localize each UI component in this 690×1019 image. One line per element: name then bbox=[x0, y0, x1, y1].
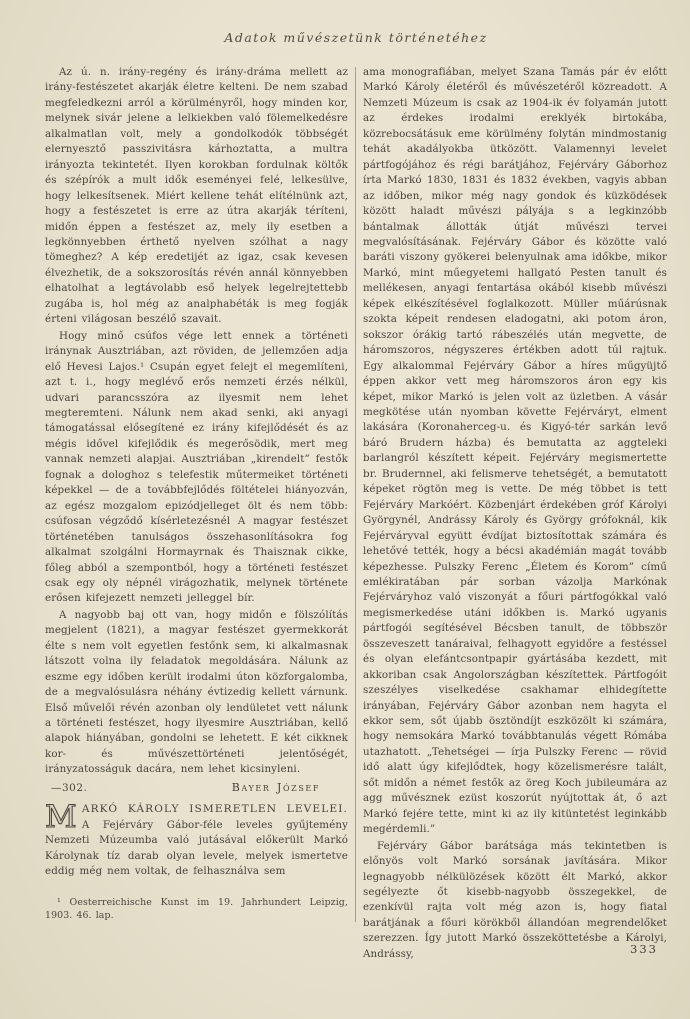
paragraph-left-3: A nagyobb baj ott van, hogy midőn e fölszólítás megjelent (1821), a magyar festészet gyermekkorát élte s nem volt egyetlen festőnk sem, ki alkalmasnak látszott volna ily feladatok megoldására. Nálunk az eszme egy időben került irodalmi úton közforgalomba, de a megvalósulásra néhány évtizedig kellett várnunk. Első művelői révén azonban oly lendületet vett nálunk a történeti festészet, hogy ilyesmire Ausztriában, kellő alapok hiányában, gondolni se lehetett. E két cikknek kor- és művészettörténeti jelentőségét, irányzatosságuk dacára, nem lehet kicsinyleni. bbox=[45, 608, 348, 776]
paragraph-right-1: ama monografiában, melyet Szana Tamás pár év előtt Markó Károly életéről és művészetéről közreadott. A Nemzeti Múzeum is csak az 1904-ik év folyamán jutott az érdekes irodalmi ereklyék birtokába, közrebocsátásuk eme körülmény folytán mindmostanig tehát akadályokba ütközött. Valamennyi levelet pártfogójához és régi barátjához, Fejérváry Gáborhoz írta Markó 1830, 1831 és 1832 években, vagyis abban az időben, mikor még nagy gondok és küzködések között haladt művészi pályája s a legkinzóbb bántalmak állották útját művészi tervei megvalósításának. Fejérváry Gábor és közötte való baráti viszony gyökerei belenyulnak ama időkbe, mikor Markó, mint műegyetemi hallgató Pesten tanult és mellékesen, anyagi fentartása okából kisebb művészi képek elkészítésével foglalkozott. Müller műárúsnak szokta képeit rendesen eladogatni, aki potom áron, sokszor órákig tartó rábeszélés után megvette, de háromszoros, négyszeres értékben adott túl rajtuk. Egy alkalommal Fejérváry Gábor a híres műgyüjtő éppen akkor vett meg háromszoros áron egy kis képet, mikor Markó is jelen volt az üzletben. A vásár megkötése után nyomban követte Fejérváryt, elment lakására (Koronaherceg-u. és Kigyó-tér sarkán levő báró Brudern házba) és bemutatta az aggteleki barlangról készített képeit. Fejérváry megismertette br. Brudernnel, aki felismerve tehetségét, a bemutatott képeket rögtön meg is vette. De még többet is tett Fejérváry Markóért. Közbenjárt érdekében gróf Károlyi Györgynél, Andrássy Károly és György grófoknál, kik Fejérváryval együtt évdíjat biztosítottak számára és lehetővé tették, hogy a bécsi akadémián magát tovább képezhesse. Pulszky Ferenc „Életem és Korom” című emlékiratában pár sorban vázolja Markónak Fejérváryhoz való viszonyát a főuri pártfogókkal való megismerkedése utáni időkben is. Markó ugyanis pártfogói segítésével Bécsben tanult, de többször összeveszett tanáraival, felhagyott egyidőre a festéssel és olyan elefántcsontpapir gyártásába kezdett, mit akkoriban csak Angolországban készítettek. Pártfogóit szeszélyes viselkedése csakhamar elhidegítette irányában, Fejérváry Gábor azonban nem hagyta el ekkor sem, sőt újabb ösztöndíjt eszközölt ki számára, hogy nemsokára Markó továbbtanulás végett Rómába utazhatott. „Tehetségei — írja Pulszky Ferenc — rövid idő alatt úgy kifejlődtek, hogy közelismerésre talált, sőt midőn a német festők az öreg Koch jubileumára az agg művésznek ezüst koszorút nyújtottak át, ő azt Markó fejére tette, mint ki az ily kitüntetést leginkább megérdemli.” bbox=[363, 66, 667, 836]
column-divider-rule bbox=[355, 67, 356, 922]
article2-lead-paragraph bbox=[45, 799, 348, 879]
dropcap-letter-m: M bbox=[45, 799, 77, 836]
article2-lead-text: A Fejérváry Gábor-féle leveles gyűjtemény Nemzeti Múzeumba való jutásával előkerült Markó Károlynak tíz darab olyan levele, melyek ismertetve eddig még nem voltak, de felhasználva sem bbox=[45, 818, 348, 878]
left-column bbox=[45, 65, 348, 962]
paragraph-left-1: Az ú. n. irány-regény és irány-dráma mellett az irány-festészetet akarják életre kelteni. De nem szabad megfeledkezni arról a körülményről, hogy minden kor, melynek sivár jelene a lelkiekben való fölemelkedésre alkalmatlan volt, mely a gondolkodók többségét elernyesztő passzivitásra kárhoztatta, a multra irányozta tekintetét. Ilyen korokban fordulnak költők és szépírók a mult idők eseményei felé, lelkesülve, hogy lelkesítsenek. Miért kellene tehát elítélnünk azt, hogy a festészetet is erre az útra akarják téríteni, midőn éppen a festészet az, mely ily esetben a legkönnyebben érthető nyelven szólhat a nagy tömeghez? A kép eredetijét az igaz, csak kevesen élvezhetik, de a sokszorosítás révén annál könnyebben elhatolhat a legtávolabb eső helyek legelrejtettebb zugába is, hol még az analphabéták is meg fogják érteni világosan beszélő szavait. bbox=[45, 66, 348, 326]
page-number: 333 bbox=[630, 942, 658, 956]
right-column bbox=[363, 65, 667, 962]
paragraph-right-2: Fejérváry Gábor barátsága más tekintetben is előnyös volt Markó sorsának javítására. Mikor legnagyobb nélkülözések között élt Markó, akkor segélyezte őt kisebb-nagyobb összegekkel, de ezenkívül rajta volt még azon is, hogy fiatal barátjának a főuri körökből állandóan megrendelőket szerezzen. Így jutott Markó összeköttetésbe a Károlyi, Andrássy, bbox=[363, 839, 667, 960]
paragraph-left-2: Hogy minő csúfos vége lett ennek a történeti iránynak Ausztriában, azt röviden, de jellemzően adja elő Hevesi Lajos.¹ Csupán egyet felejt el megemlíteni, azt t. i., hogy meglévő erős nemzeti érzés nélkül, udvari parancsszóra az ilyesmit nem lehet megteremteni. Nálunk nem akad senki, aki anyagi támogatással elősegítené ez irány kifejlődését és az mégis idővel kifejlődik és megerősödik, mert meg vannak nemzeti alapjai. Ausztriában „kirendelt” festők fognak a dologhoz s telefestik műtermeiket történeti képekkel — de a továbbfejlődés föltételei hiányozván, az egész mozgalom epizódjelleget ölt és nem több: csúfosan végződő kísérletezésnél A magyar festészet történetében tanulságos összehasonlításokra fog alkalmat szolgálni Hormayrnak és Thaisznak cikke, főleg abból a szempontból, hogy a történeti festészet csak egy oly népnél virágozhatik, melynek története erősen kifejezett nemzeti jelleggel bír. bbox=[45, 329, 348, 605]
text-columns bbox=[45, 65, 667, 962]
article-signature bbox=[51, 780, 320, 796]
footnote: ¹ Oesterreichische Kunst im 19. Jahrhundert Leipzig, 1903. 46. lap. bbox=[45, 896, 348, 922]
article2-title: ARKÓ KÁROLY ISMERETLEN LEVELEI. bbox=[81, 803, 348, 816]
article-reference-number: —302. bbox=[51, 781, 88, 794]
author-name: Bayer József bbox=[231, 780, 320, 794]
running-header: Adatok művészetünk történetéhez bbox=[224, 30, 488, 45]
